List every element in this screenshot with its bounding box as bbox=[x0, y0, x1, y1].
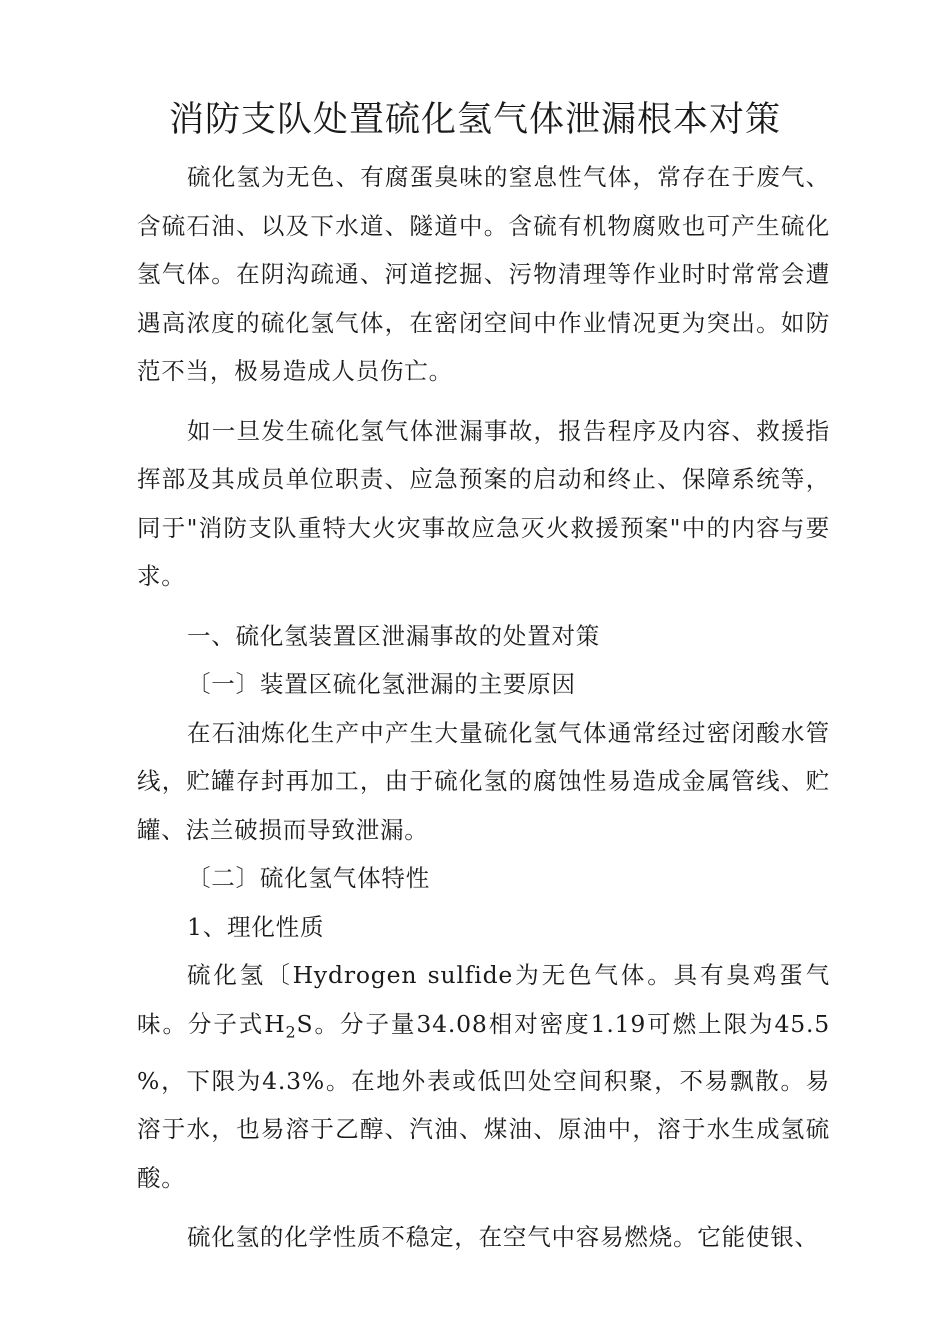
subsection-heading-3: 1、理化性质 bbox=[187, 912, 325, 941]
document-body-continued bbox=[137, 1213, 830, 1262]
paragraph-properties bbox=[137, 951, 830, 1202]
document-body bbox=[137, 153, 830, 1202]
paragraph-procedure: 如一旦发生硫化氢气体泄漏事故，报告程序及内容、救援指挥部及其成员单位职责、应急预案的启动和终止、保障系统等，同于"消防支队重特大火灾事故应急灭火救援预案"中的内容与要求。 bbox=[137, 416, 830, 590]
properties-text-part1: 硫化氢〔Hydrogen sulfide为无色气体。具有臭鸡蛋气味。分子式H bbox=[137, 961, 830, 1038]
paragraph-leak-cause: 在石油炼化生产中产生大量硫化氢气体通常经过密闭酸水管线，贮罐存封再加工，由于硫化氢的腐蚀性易造成金属管线、贮罐、法兰破损而导致泄漏。 bbox=[137, 718, 830, 844]
section-heading-1: 一、硫化氢装置区泄漏事故的处置对策 bbox=[187, 621, 601, 650]
subsection-heading-2: 〔二〕硫化氢气体特性 bbox=[187, 864, 430, 892]
formula-subscript: 2 bbox=[285, 1022, 297, 1042]
paragraph-intro: 硫化氢为无色、有腐蛋臭味的窒息性气体，常存在于废气、含硫石油、以及下水道、隧道中。含硫有机物腐败也可产生硫化氢气体。在阴沟疏通、河道挖掘、污物清理等作业时时常常会遭遇高浓度的硫化氢气体，在密闭空间中作业情况更为突出。如防范不当，极易造成人员伤亡。 bbox=[137, 163, 830, 385]
subsection-heading-1: 〔一〕装置区硫化氢泄漏的主要原因 bbox=[187, 670, 576, 698]
properties-text-part2: S。分子量34.08相对密度1.19可燃上限为45.5 %，下限为4.3%。在地外表或低凹处空间积聚，不易飘散。易溶于水，也易溶于乙醇、汽油、煤油、原油中，溶于水生成氢硫酸。 bbox=[137, 1009, 830, 1192]
document-title: 消防支队处置硫化氢气体泄漏根本对策 bbox=[168, 100, 781, 140]
paragraph-chemical: 硫化氢的化学性质不稳定，在空气中容易燃烧。它能使银、 bbox=[187, 1223, 819, 1251]
